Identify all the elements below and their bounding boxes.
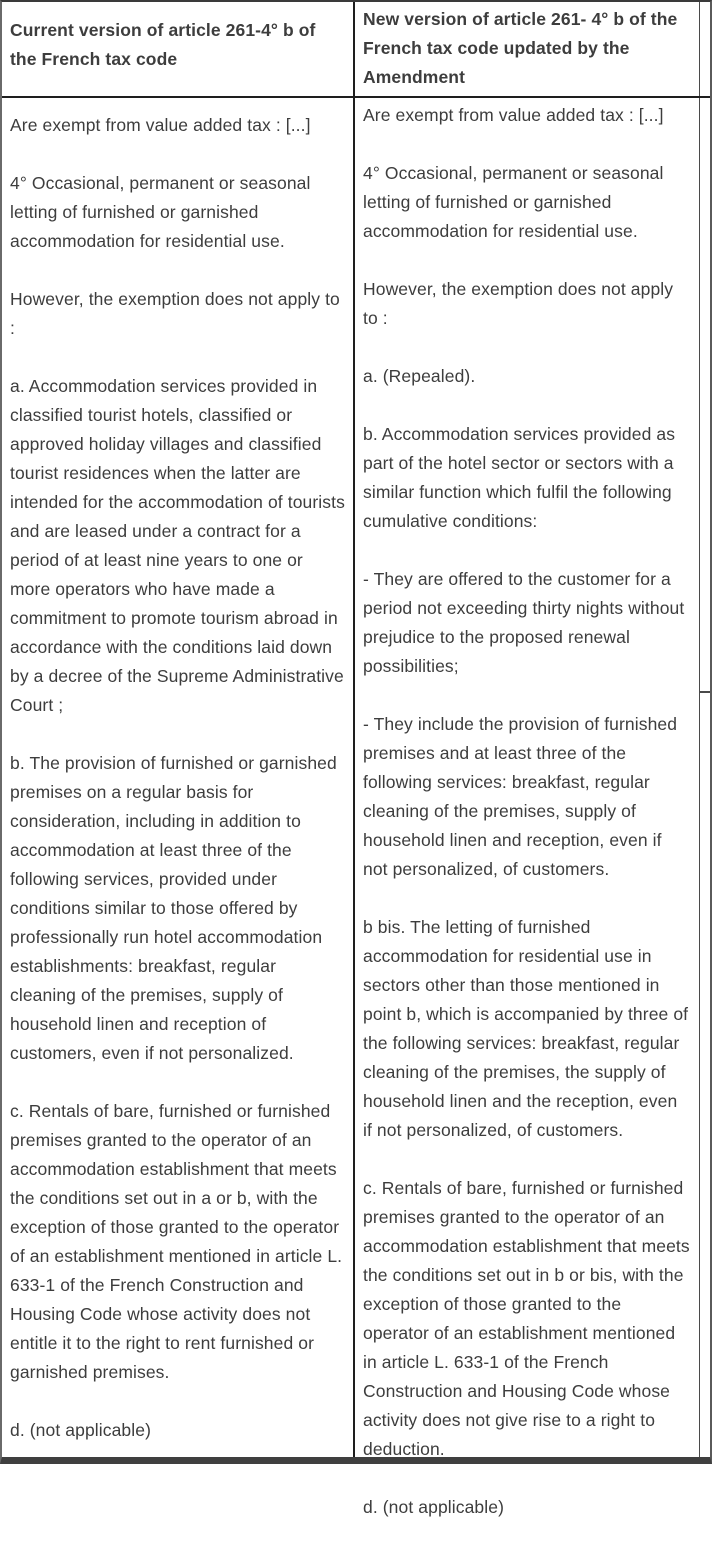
paragraph: Are exempt from value added tax : [...] xyxy=(363,105,664,125)
paragraph: c. Rentals of bare, furnished or furnished premises granted to the operator of an accommodation establishment that meets the conditions set out in a or b, with the exception of those granted to the operator of an establishment mentioned in article L. 633-1 of the French Construction and Housing Code whose activity does not entitle it to the right to rent furnished or garnished premises. xyxy=(10,1101,343,1382)
paragraph: d. (not applicable) xyxy=(10,1420,152,1440)
paragraph: However, the exemption does not apply to : xyxy=(363,279,674,328)
paragraph: 4° Occasional, permanent or seasonal letting of furnished or garnished accommodation for residential use. xyxy=(363,163,664,241)
paragraph: a. Accommodation services provided in classified tourist hotels, classified or approved holiday villages and classified tourist residences when the latter are intended for the accommodation of tourists and are leased under a contract for a period of at least nine years to one or more operators who have made a commitment to promote tourism abroad in accordance with the conditions laid down by a decree of the Supreme Administrative Court ; xyxy=(10,376,345,715)
paragraph: c. Rentals of bare, furnished or furnished premises granted to the operator of an accommodation establishment that meets the conditions set out in b or bis, with the exception of those granted to the operator of an establishment mentioned in article L. 633-1 of the French Construction and Housing Code whose activity does not give rise to a right to deduction. xyxy=(363,1178,690,1459)
header-current-version: Current version of article 261-4° b of the French tax code xyxy=(10,20,316,69)
paragraph: d. (not applicable) xyxy=(363,1497,505,1517)
paragraph: b. The provision of furnished or garnished premises on a regular basis for consideration, including in addition to accommodation at least three of the following services, provided under conditions similar to those offered by professionally run hotel accommodation establishments: breakfast, regular cleaning of the premises, supply of household linen and reception of customers, even if not personalized. xyxy=(10,753,337,1063)
paragraph: However, the exemption does not apply to : xyxy=(10,289,340,338)
header-new-version: New version of article 261- 4° b of the French tax code updated by the Amendment xyxy=(363,9,678,87)
comparison-table xyxy=(2,2,710,1517)
header-divider-line xyxy=(2,96,710,98)
paragraph: b. Accommodation services provided as part of the hotel sector or sectors with a similar function which fulfil the following cumulative conditions: xyxy=(363,424,676,531)
right-margin-gutter xyxy=(700,2,710,1457)
paragraph: b bis. The letting of furnished accommodation for residential use in sectors other than those mentioned in point b, which is accompanied by three of the following services: breakfast, regular cleaning of the premises, the supply of household linen and the reception, even if not personalized, of customers. xyxy=(363,917,689,1140)
paragraph: - They include the provision of furnished premises and at least three of the following services: breakfast, regular cleaning of the premises, supply of household linen and reception, even if not personalized, of customers. xyxy=(363,714,678,879)
paragraph: - They are offered to the customer for a period not exceeding thirty nights without prejudice to the proposed renewal possibilities; xyxy=(363,569,685,676)
column-new-version xyxy=(355,2,700,1517)
paragraph: a. (Repealed). xyxy=(363,366,476,386)
body-new-version xyxy=(355,92,699,1551)
row-divider-tick xyxy=(699,691,710,693)
column-current-version xyxy=(2,2,355,1457)
body-current-version xyxy=(2,74,353,1474)
paragraph: Are exempt from value added tax : [...] xyxy=(10,115,311,135)
paragraph: 4° Occasional, permanent or seasonal letting of furnished or garnished accommodation for residential use. xyxy=(10,173,311,251)
